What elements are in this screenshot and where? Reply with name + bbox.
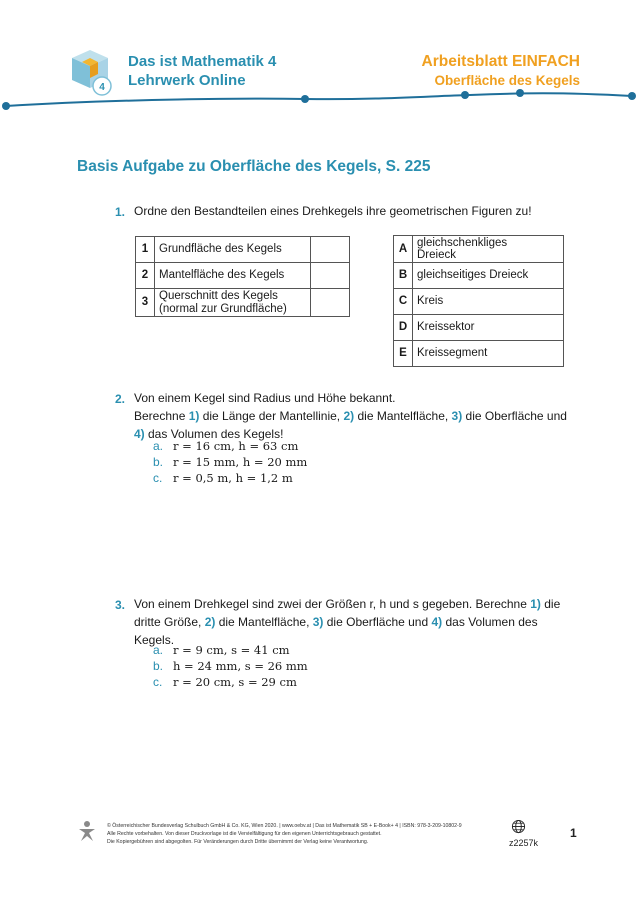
task3-number: 3.	[115, 598, 126, 612]
row-label: D	[394, 315, 413, 341]
online-code[interactable]: z2257k	[509, 838, 539, 848]
sheet-subtitle: Oberfläche des Kegels	[434, 73, 580, 88]
left-table-row	[136, 263, 350, 289]
left-table-row	[136, 289, 350, 317]
row-text: Querschnitt des Kegels (normal zur Grundfläche)	[155, 289, 311, 317]
task1-number: 1.	[115, 205, 126, 219]
row-label: A	[394, 236, 413, 263]
row-text: Kreis	[413, 289, 564, 315]
page-title: Basis Aufgabe zu Oberfläche des Kegels, S. 225	[77, 158, 431, 175]
row-text: gleichschenkliges Dreieck	[413, 236, 564, 263]
list-item: b. r = 15 mm, h = 20 mm	[153, 455, 308, 469]
task3-subitems	[153, 642, 308, 690]
list-item: a. r = 16 cm, h = 63 cm	[153, 439, 299, 453]
list-item: c. r = 20 cm, s = 29 cm	[153, 675, 297, 689]
answer-cell[interactable]	[311, 237, 350, 263]
right-table-row	[394, 236, 564, 263]
right-match-table	[393, 235, 564, 367]
publisher-logo-icon	[76, 820, 98, 842]
answer-cell[interactable]	[311, 289, 350, 317]
right-table-row	[394, 315, 564, 341]
brand-subtitle: Lehrwerk Online	[128, 72, 246, 89]
row-label: E	[394, 341, 413, 367]
left-match-table	[135, 236, 350, 317]
task1-text: Ordne den Bestandteilen eines Drehkegels ihre geometrischen Figuren zu!	[134, 204, 532, 218]
row-label: 2	[136, 263, 155, 289]
page-number: 1	[570, 826, 577, 840]
header-wave-line	[0, 86, 640, 116]
row-label: 1	[136, 237, 155, 263]
sheet-title: Arbeitsblatt EINFACH	[421, 53, 580, 70]
row-label: C	[394, 289, 413, 315]
task2-number: 2.	[115, 392, 126, 406]
right-table-row	[394, 289, 564, 315]
brand-title: Das ist Mathematik 4	[128, 53, 277, 70]
task2-subitems	[153, 438, 307, 486]
row-text: Kreissektor	[413, 315, 564, 341]
answer-cell[interactable]	[311, 263, 350, 289]
list-item: b. h = 24 mm, s = 26 mm	[153, 659, 308, 673]
row-text: Mantelfläche des Kegels	[155, 263, 311, 289]
logo-badge-number: 4	[99, 82, 105, 93]
row-label: 3	[136, 289, 155, 317]
footer-copyright: © Österreichischer Bundesverlag Schulbuch GmbH & Co. KG, Wien 2020. | www.oebv.at | Das ist Mathematik SB + E-Book+ 4 | ISBN: 978-3-209-10802-9 Alle Rechte vorbehalten. Von dieser Druckvorlage ist die Vervielfältigung für den eigenen Unterrichtsgebrauch gestattet. Die Kopiergebühren sind abgegolten. Für Veränderungen durch Dritte übernimmt der Verlag keine Verantwortung.	[107, 823, 462, 845]
row-text: Kreissegment	[413, 341, 564, 367]
list-item: a. r = 9 cm, s = 41 cm	[153, 643, 290, 657]
list-item: c. r = 0,5 m, h = 1,2 m	[153, 471, 293, 485]
row-label: B	[394, 263, 413, 289]
right-table-row	[394, 263, 564, 289]
row-text: Grundfläche des Kegels	[155, 237, 311, 263]
left-table-row	[136, 237, 350, 263]
globe-icon[interactable]	[511, 819, 526, 834]
task3-text: Von einem Drehkegel sind zwei der Größen r, h und s gegeben. Berechne 1) die dritte Größe, 2) die Mantelfläche, 3) die Oberfläche und 4) das Volumen des Kegels.	[134, 597, 561, 647]
task2-text: Von einem Kegel sind Radius und Höhe bekannt. Berechne 1) die Länge der Mantellinie, 2) die Mantelfläche, 3) die Oberfläche und 4) das Volumen des Kegels!	[134, 391, 567, 441]
row-text: gleichseitiges Dreieck	[413, 263, 564, 289]
right-table-row	[394, 341, 564, 367]
